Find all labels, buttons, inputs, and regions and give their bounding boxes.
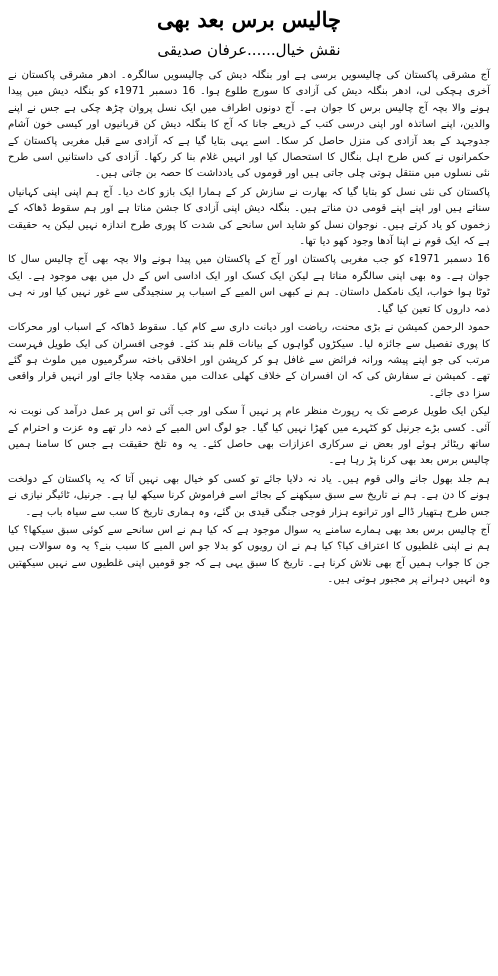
- article-paragraph-4: حمود الرحمن کمیشن نے بڑی محنت، ریاضت اور دیانت داری سے کام کیا۔ سقوط ڈھاکہ کے اسباب اور محرکات کا پوری تفصیل سے جائزہ لیا۔ سیکڑوں گواہوں کے بیانات قلم بند کئے۔ فوجی افسران کی ایک طویل فہرست مرتب کی جو اپنے پیشہ ورانہ فرائض سے غافل ہو کر کرپشن اور اخلاقی باختہ سرگرمیوں میں ملوث ہو گئے تھے۔ کمیشن نے سفارش کی کہ ان افسران کے خلاف کھلی عدالت میں مقدمہ چلایا جائے اور انہیں قرار واقعی سزا دی جائے۔: [8, 322, 490, 399]
- article-paragraph-3: 16 دسمبر 1971ء کو جب مغربی پاکستان اور آج کے پاکستان میں پیدا ہونے والا بچہ بھی آج چالیس سال کا جوان ہے۔ وہ بھی اپنی سالگرہ مناتا ہے لیکن ایک کسک اور ایک اداسی اس کے دل میں بھی موجود ہے۔ ایک ٹوٹا ہوا خواب، ایک نامکمل داستان۔ ہم نے کبھی اس المیے کے اسباب پر سنجیدگی سے غور نہیں کیا اور نہ ہی ذمہ داروں کا تعین کیا گیا۔: [8, 254, 490, 315]
- article-paragraph-5: لیکن ایک طویل عرصے تک یہ رپورٹ منظر عام پر نہیں آ سکی اور جب آئی تو اس پر عمل درآمد کی نوبت نہ آئی۔ کسی بڑے جرنیل کو کٹہرے میں کھڑا نہیں کیا گیا۔ جو لوگ اس المیے کے ذمہ دار تھے وہ عزت و احترام کے ساتھ ریٹائر ہوئے اور بعض نے سرکاری اعزازات بھی حاصل کئے۔ یہ وہ تلخ حقیقت ہے جس کا سامنا ہمیں چالیس برس بعد بھی کرنا پڑ رہا ہے۔: [8, 406, 490, 467]
- article-paragraph-1: آج مشرقی پاکستان کی چالیسویں برسی ہے اور بنگلہ دیش کی چالیسویں سالگرہ۔ ادھر مشرقی پاکستان نے آخری ہچکی لی، ادھر بنگلہ دیش کی آزادی کا سورج طلوع ہوا۔ 16 دسمبر 1971ء کو بنگلہ دیش میں پیدا ہونے والا بچہ آج چالیس برس کا جوان ہے۔ آج دونوں اطراف میں ایک نسل پروان چڑھ چکی ہے جس نے اپنے والدین، اپنے اساتذہ اور اپنی درسی کتب کے ذریعے جانا کہ آج کا بنگلہ دیش کن قربانیوں اور کیسی خون آشام جدوجہد کے بعد آزادی کی منزل حاصل کر سکا۔ اسے یہی بتایا گیا ہے کہ آزادی سے قبل مغربی پاکستان کے حکمرانوں نے کس طرح اہل بنگال کا استحصال کیا اور انہیں غلام بنا کر رکھا۔ آزادی کی داستانیں اسی طرح نئی نسلوں میں منتقل ہوتی چلی جاتی ہیں اور قوموں کی یادداشت کا حصہ بن جاتی ہیں۔: [8, 70, 490, 180]
- article-paragraph-6: ہم جلد بھول جانے والی قوم ہیں۔ یاد نہ دلایا جائے تو کسی کو خیال بھی نہیں آتا کہ یہ پاکستان کے دولخت ہونے کا دن ہے۔ ہم نے تاریخ سے سبق سیکھنے کے بجائے اسے فراموش کرنا سیکھ لیا ہے۔ جرنیل، ٹائیگر نیازی نے جس طرح ہتھیار ڈالے اور ترانوے ہزار فوجی جنگی قیدی بن گئے، وہ ہماری تاریخ کا سب سے سیاہ باب ہے۔: [8, 473, 490, 518]
- article-byline: نقش خیال......عرفان صدیقی: [157, 41, 341, 59]
- article-paragraph-7: آج چالیس برس بعد بھی ہمارے سامنے یہ سوال موجود ہے کہ کیا ہم نے اس سانحے سے کوئی سبق سیکھا؟ کیا ہم نے اپنی غلطیوں کا اعتراف کیا؟ کیا ہم نے ان رویوں کو بدلا جو اس المیے کا سبب بنے؟ یہ وہ سوالات ہیں جن کا جواب ہمیں آج بھی تلاش کرنا ہے۔ تاریخ کا سبق یہی ہے کہ جو قومیں اپنی غلطیوں سے نہیں سیکھتیں وہ انہیں دہرانے پر مجبور ہوتی ہیں۔: [8, 524, 490, 586]
- article-paragraph-2: پاکستان کی نئی نسل کو بتایا گیا کہ بھارت نے سازش کر کے ہمارا ایک بازو کاٹ دیا۔ آج ہم اپنی اپنی کہانیاں سناتے ہیں اور اپنے اپنے قومی دن مناتے ہیں۔ بنگلہ دیش اپنی آزادی کا جشن مناتا ہے اور ہم سقوط ڈھاکہ کے زخموں کو یاد کرتے ہیں۔ نوجوان نسل کو شاید اس سانحے کی شدت کا پوری طرح اندازہ نہیں لیکن یہ حقیقت ہے کہ ایک قوم نے اپنا آدھا وجود کھو دیا تھا۔: [8, 186, 490, 248]
- article-headline: چالیس برس بعد بھی: [157, 7, 341, 32]
